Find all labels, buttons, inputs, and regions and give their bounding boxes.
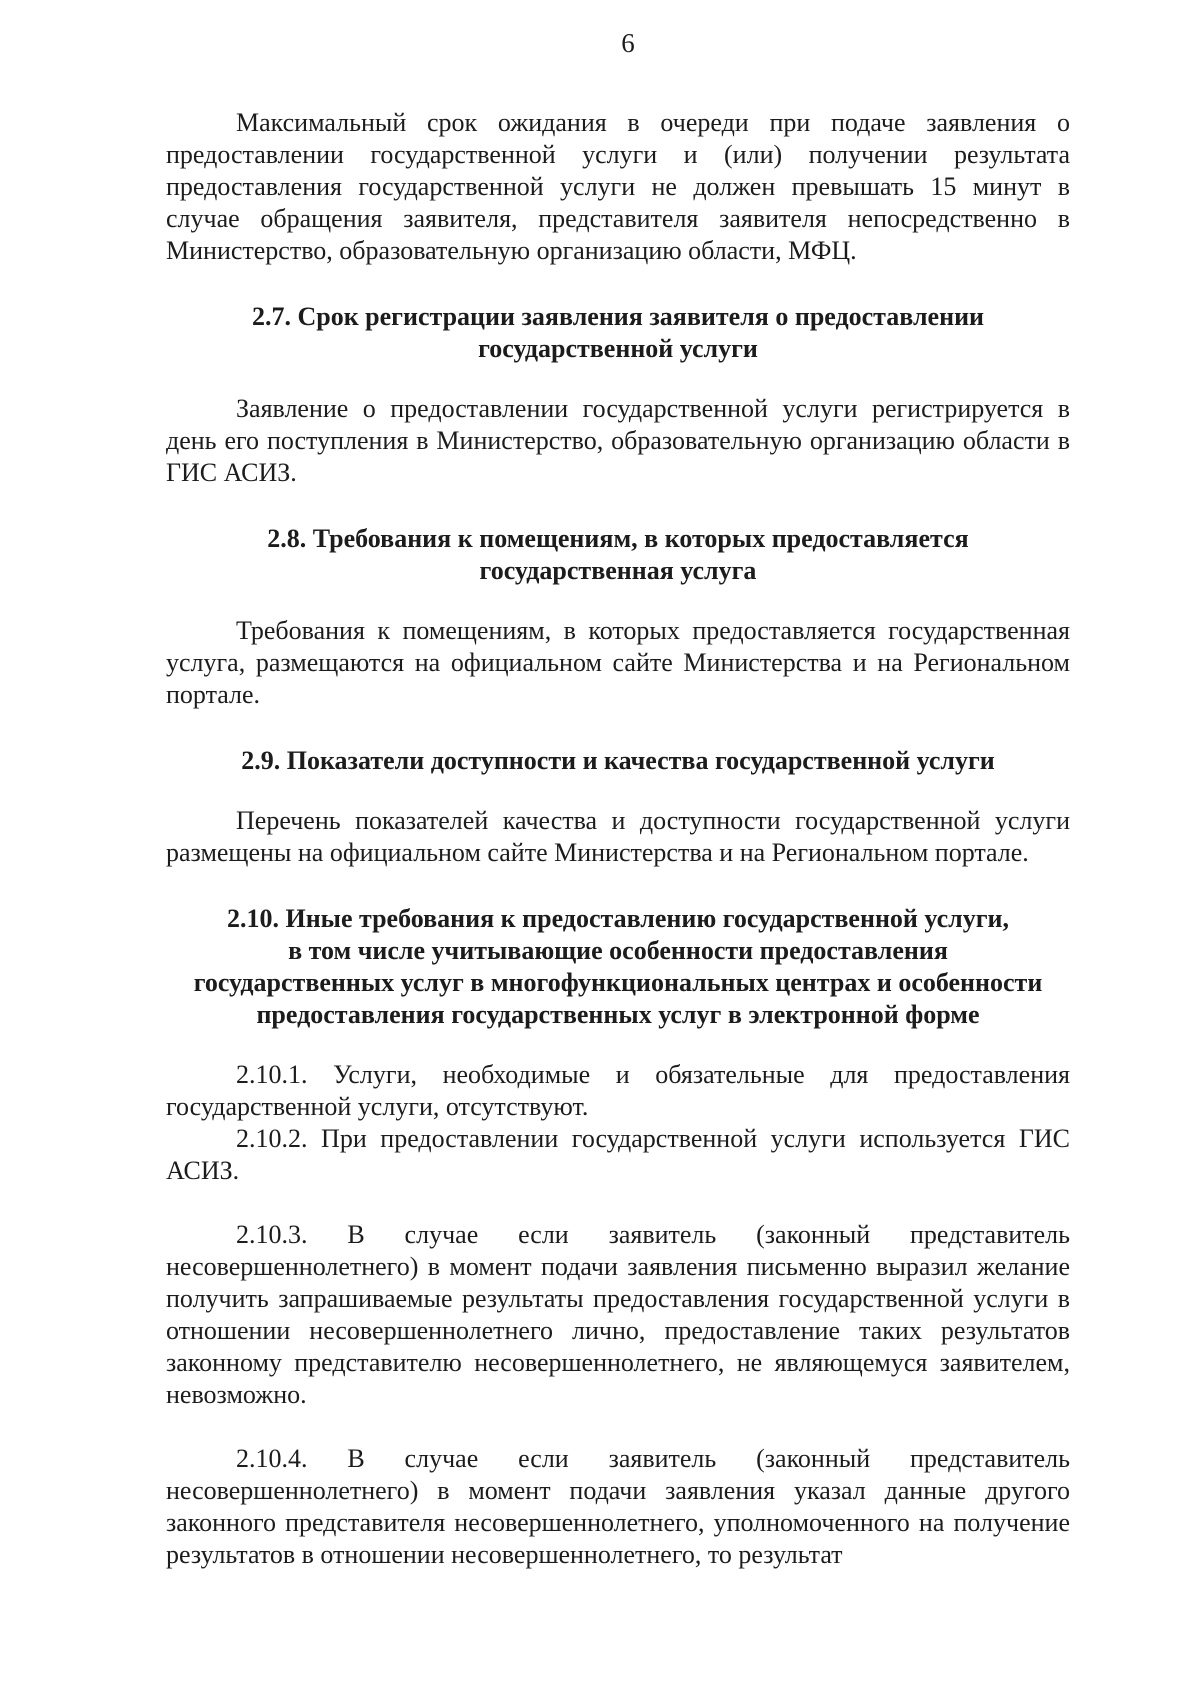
heading-2-10-line-2: в том числе учитывающие особенности предоставления xyxy=(288,936,948,965)
heading-2-10-line-4: предоставления государственных услуг в электронной форме xyxy=(256,1000,980,1029)
page-number: 6 xyxy=(621,28,635,58)
paragraph-2-10-2: 2.10.2. При предоставлении государственной услуги используется ГИС АСИЗ. xyxy=(166,1124,1070,1185)
heading-2-10-line-3: государственных услуг в многофункциональных центрах и особенности xyxy=(193,968,1043,997)
paragraph-waiting-time: Максимальный срок ожидания в очереди при подаче заявления о предоставлении государственной услуги и (или) получении результата предоставления государственной услуги не должен превышать 15 минут в случае обращения заявителя, представителя заявителя непосредственно в Министерство, образовательную организацию области, МФЦ. xyxy=(166,108,1070,265)
heading-2-7 xyxy=(166,301,1070,365)
heading-2-7-line-2: государственной услуги xyxy=(478,334,758,363)
paragraph-2-8: Требования к помещениям, в которых предоставляется государственная услуга, размещаются на официальном сайте Министерства и на Региональном портале. xyxy=(166,616,1070,709)
paragraph-2-9: Перечень показателей качества и доступности государственной услуги размещены на официальном сайте Министерства и на Региональном портале. xyxy=(166,806,1070,867)
paragraph-2-10-4: 2.10.4. В случае если заявитель (законный представитель несовершеннолетнего) в момент подачи заявления указал данные другого законного представителя несовершеннолетнего, уполномоченного на получение результатов в отношении несовершеннолетнего, то результат xyxy=(166,1444,1070,1569)
heading-2-8-line-2: государственная услуга xyxy=(479,556,757,585)
heading-2-10-line-1: 2.10. Иные требования к предоставлению государственной услуги, xyxy=(226,904,1010,933)
heading-2-9 xyxy=(166,745,1070,777)
heading-2-9-line-1: 2.9. Показатели доступности и качества государственной услуги xyxy=(241,746,995,775)
heading-2-8 xyxy=(166,523,1070,587)
paragraph-2-10-3: 2.10.3. В случае если заявитель (законный представитель несовершеннолетнего) в момент подачи заявления письменно выразил желание получить запрашиваемые результаты предоставления государственной услуги в отношении несовершеннолетнего лично, предоставление таких результатов законному представителю несовершеннолетнего, не являющемуся заявителем, невозможно. xyxy=(166,1220,1070,1409)
heading-2-8-line-1: 2.8. Требования к помещениям, в которых предоставляется xyxy=(267,524,969,553)
paragraph-2-7: Заявление о предоставлении государственной услуги регистрируется в день его поступления в Министерство, образовательную организацию области в ГИС АСИЗ. xyxy=(166,394,1070,487)
paragraph-2-10-1: 2.10.1. Услуги, необходимые и обязательные для предоставления государственной услуги, отсутствуют. xyxy=(166,1060,1070,1121)
heading-2-7-line-1: 2.7. Срок регистрации заявления заявителя о предоставлении xyxy=(251,302,985,331)
heading-2-10 xyxy=(166,903,1070,1031)
